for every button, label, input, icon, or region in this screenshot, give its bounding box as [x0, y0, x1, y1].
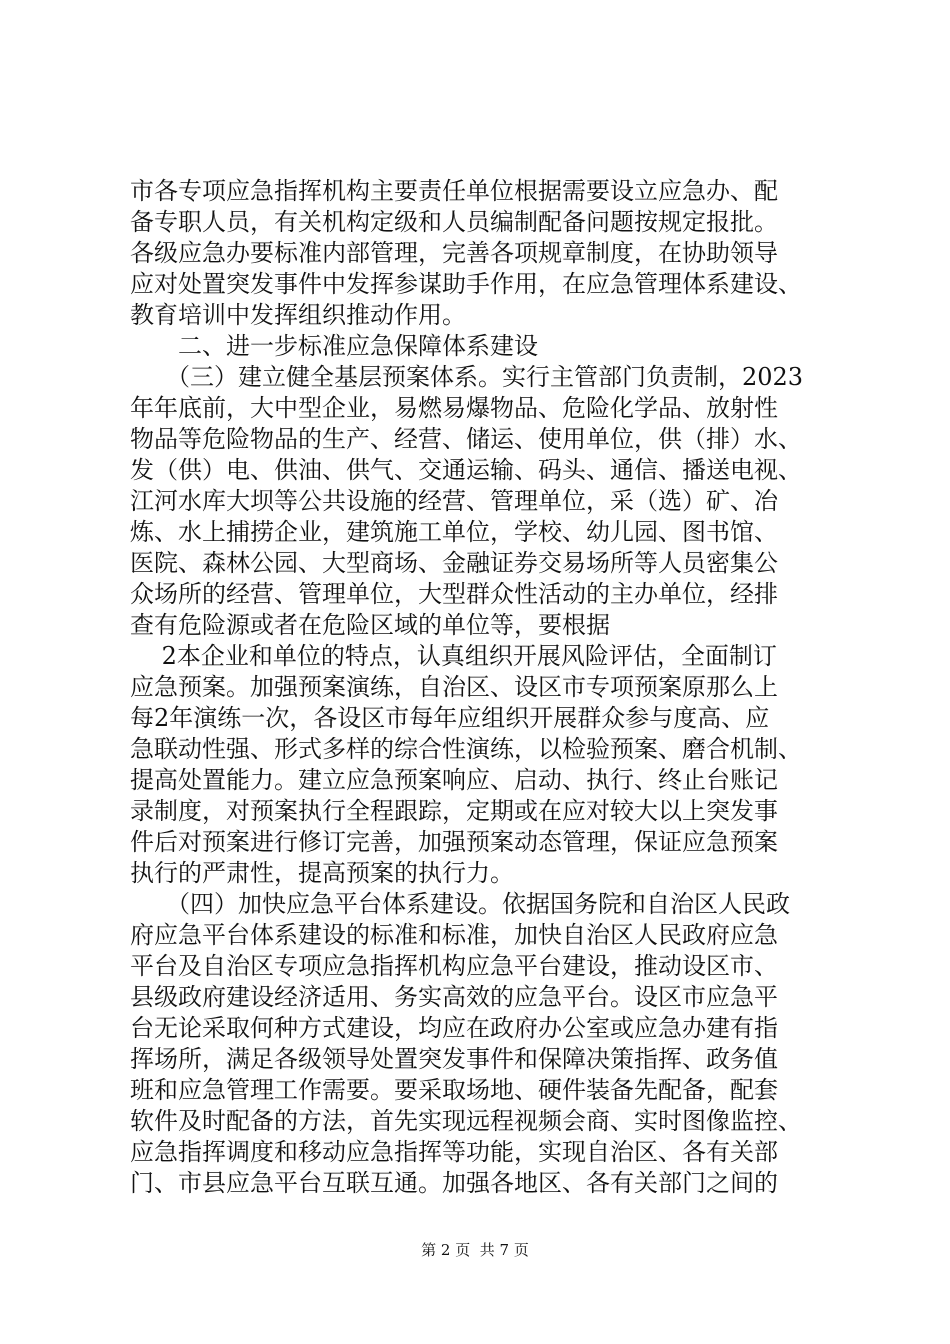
text-line: 江河水库大坝等公共设施的经营、管理单位，采（选）矿、冶 [130, 487, 778, 515]
text-line: 应对处置突发事件中发挥参谋助手作用，在应急管理体系建设、 [130, 270, 802, 298]
text-line: 软件及时配备的方法，首先实现远程视频会商、实时图像监控、 [130, 1107, 802, 1135]
text-line: 件后对预案进行修订完善，加强预案动态管理，保证应急预案 [130, 828, 778, 856]
text-line: 应急指挥调度和移动应急指挥等功能，实现自治区、各有关部 [130, 1138, 778, 1166]
document-body [130, 176, 830, 1199]
text-line: 挥场所，满足各级领导处置突发事件和保障决策指挥、政务值 [130, 1045, 778, 1073]
text-line: 提高处置能力。建立应急预案响应、启动、执行、终止台账记 [130, 766, 778, 794]
text-line: 县级政府建设经济适用、务实高效的应急平台。设区市应急平 [130, 983, 778, 1011]
text-line: 急联动性强、形式多样的综合性演练，以检验预案、磨合机制、 [130, 735, 802, 763]
text-line: （三）建立健全基层预案体系。实行主管部门负责制，2023 [130, 363, 804, 391]
text-line: 每2年演练一次，各设区市每年应组织开展群众参与度高、应 [130, 704, 770, 732]
text-line: 班和应急管理工作需要。要采取场地、硬件装备先配备，配套 [130, 1076, 778, 1104]
text-line: 各级应急办要标准内部管理，完善各项规章制度，在协助领导 [130, 239, 778, 267]
text-line: （四）加快应急平台体系建设。依据国务院和自治区人民政 [130, 890, 790, 918]
page-number: 第 2 页 共 7 页 [421, 1241, 529, 1259]
text-line: 平台及自治区专项应急指挥机构应急平台建设，推动设区市、 [130, 952, 778, 980]
text-line: 录制度，对预案执行全程跟踪，定期或在应对较大以上突发事 [130, 797, 778, 825]
text-line: 应急预案。加强预案演练，自治区、设区市专项预案原那么上 [130, 673, 778, 701]
text-line: 门、市县应急平台互联互通。加强各地区、各有关部门之间的 [130, 1169, 778, 1197]
text-line: 众场所的经营、管理单位，大型群众性活动的主办单位，经排 [130, 580, 778, 608]
text-line: 教育培训中发挥组织推动作用。 [130, 301, 466, 329]
text-line: 医院、森林公园、大型商场、金融证券交易场所等人员密集公 [130, 549, 778, 577]
text-line: 查有危险源或者在危险区域的单位等，要根据 [130, 611, 610, 639]
text-line: 府应急平台体系建设的标准和标准，加快自治区人民政府应急 [130, 921, 778, 949]
section-heading: 二、进一步标准应急保障体系建设 [130, 332, 538, 360]
text-line: 备专职人员，有关机构定级和人员编制配备问题按规定报批。 [130, 208, 778, 236]
text-line: 发（供）电、供油、供气、交通运输、码头、通信、播送电视、 [130, 456, 802, 484]
text-line: 物品等危险物品的生产、经营、储运、使用单位，供（排）水、 [130, 425, 802, 453]
text-line: 台无论采取何种方式建设，均应在政府办公室或应急办建有指 [130, 1014, 778, 1042]
text-line: 2本企业和单位的特点，认真组织开展风险评估，全面制订 [130, 642, 777, 670]
text-line: 市各专项应急指挥机构主要责任单位根据需要设立应急办、配 [130, 177, 778, 205]
text-line: 执行的严肃性，提高预案的执行力。 [130, 859, 514, 887]
text-line: 年年底前，大中型企业，易燃易爆物品、危险化学品、放射性 [130, 394, 778, 422]
text-line: 炼、水上捕捞企业，建筑施工单位，学校、幼儿园、图书馆、 [130, 518, 778, 546]
